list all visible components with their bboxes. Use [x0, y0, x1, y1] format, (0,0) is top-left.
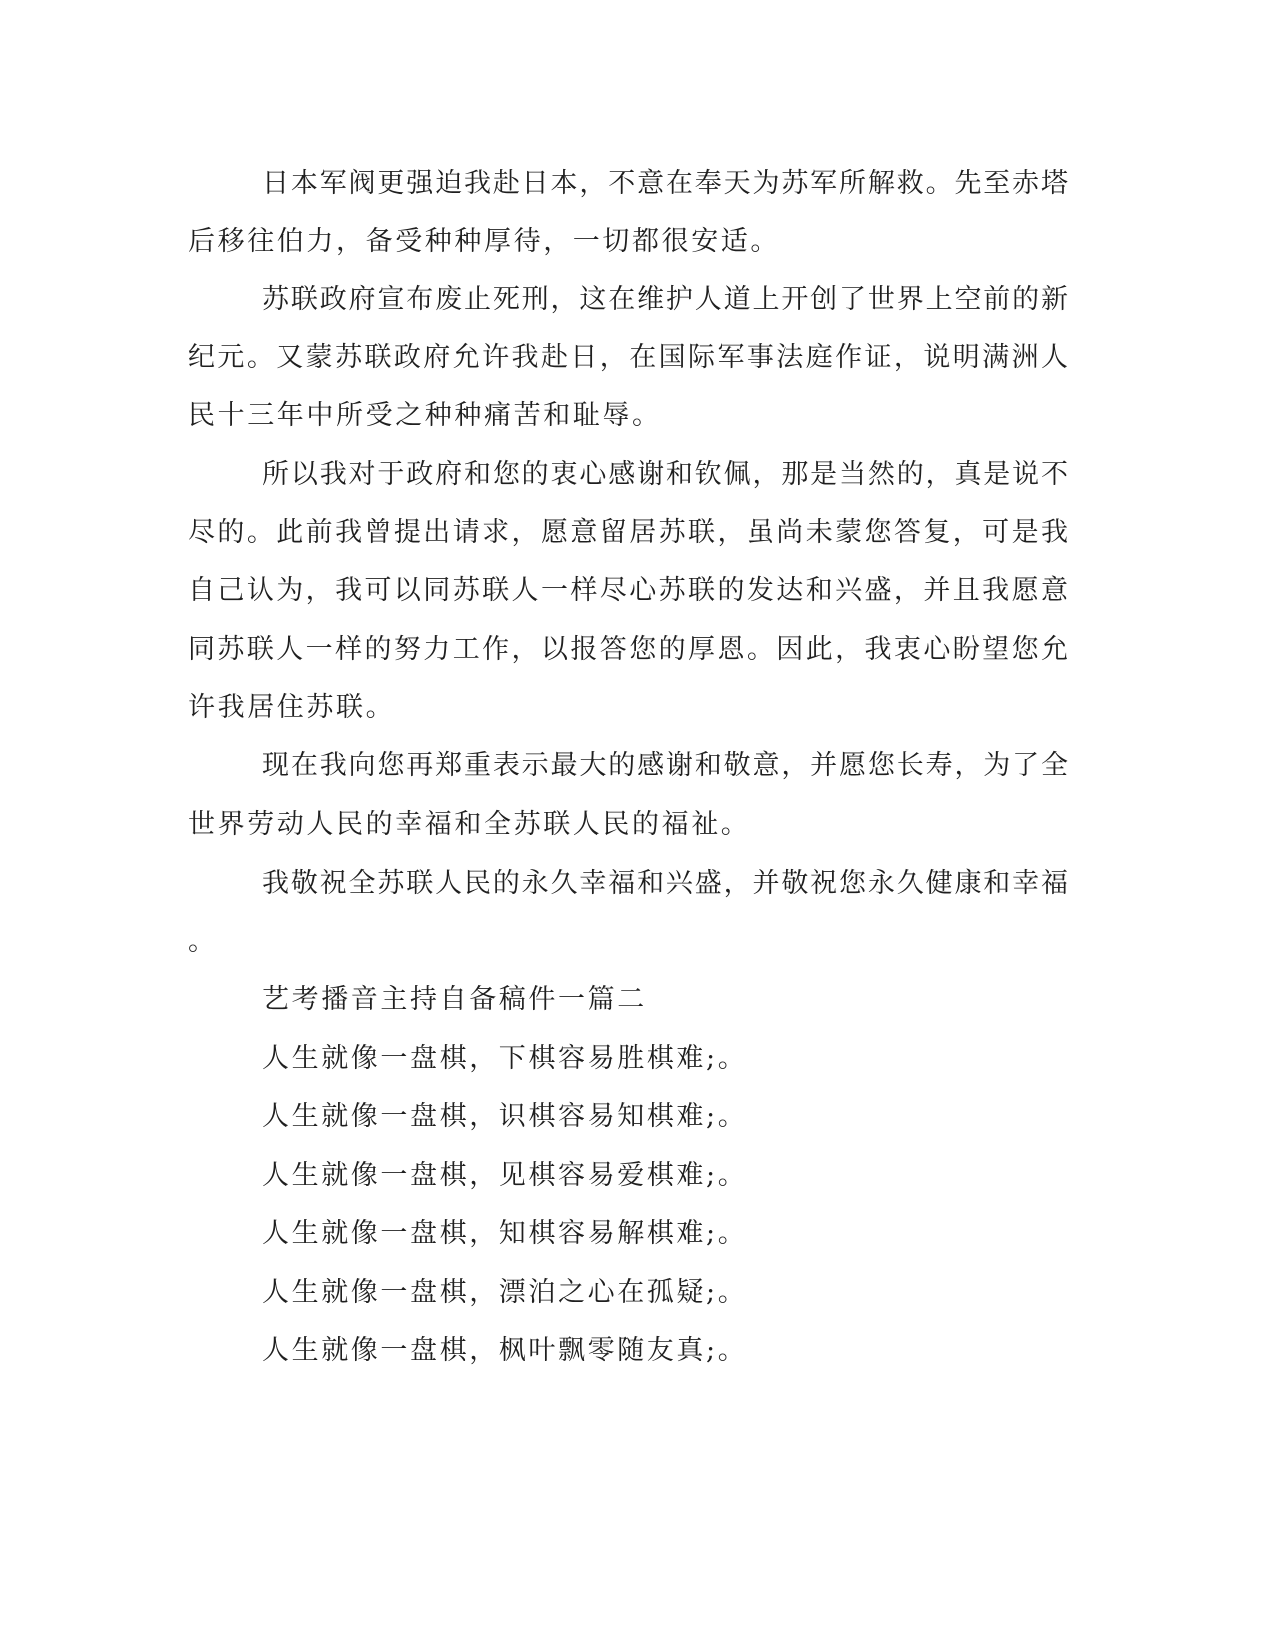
paragraph-3-line-1: 所以我对于政府和您的衷心感谢和钦佩，那是当然的，真是说不 [262, 459, 1068, 490]
paragraph-5-line-1: 我敬祝全苏联人民的永久幸福和兴盛，并敬祝您永久健康和幸福 [262, 868, 1068, 899]
paragraph-2-line-1: 苏联政府宣布废止死刑，这在维护人道上开创了世界上空前的新 [262, 284, 1068, 315]
paragraph-3-line-5: 许我居住苏联。 [188, 692, 396, 723]
verse-line-4: 人生就像一盘棋，知棋容易解棋难;。 [262, 1218, 748, 1249]
paragraph-3-line-3: 自己认为，我可以同苏联人一样尽心苏联的发达和兴盛，并且我愿意 [188, 575, 1068, 606]
paragraph-2-line-2: 纪元。又蒙苏联政府允许我赴日，在国际军事法庭作证，说明满洲人 [188, 342, 1068, 373]
paragraph-2-line-3: 民十三年中所受之种种痛苦和耻辱。 [188, 400, 662, 431]
verse-line-2: 人生就像一盘棋，识棋容易知棋难;。 [262, 1101, 748, 1132]
paragraph-3-line-2: 尽的。此前我曾提出请求，愿意留居苏联，虽尚未蒙您答复，可是我 [188, 517, 1068, 548]
verse-line-6: 人生就像一盘棋，枫叶飘零随友真;。 [262, 1335, 748, 1366]
verse-line-1: 人生就像一盘棋，下棋容易胜棋难;。 [262, 1043, 748, 1074]
verse-line-5: 人生就像一盘棋，漂泊之心在孤疑;。 [262, 1277, 748, 1308]
paragraph-1-line-2: 后移往伯力，备受种种厚待，一切都很安适。 [188, 226, 780, 257]
section-heading: 艺考播音主持自备稿件一篇二 [262, 984, 647, 1015]
verse-line-3: 人生就像一盘棋，见棋容易爱棋难;。 [262, 1160, 748, 1191]
paragraph-1-line-1: 日本军阀更强迫我赴日本，不意在奉天为苏军所解救。先至赤塔 [262, 168, 1068, 199]
paragraph-4-line-1: 现在我向您再郑重表示最大的感谢和敬意，并愿您长寿，为了全 [262, 750, 1068, 781]
paragraph-3-line-4: 同苏联人一样的努力工作，以报答您的厚恩。因此，我衷心盼望您允 [188, 634, 1068, 665]
paragraph-4-line-2: 世界劳动人民的幸福和全苏联人民的福祉。 [188, 809, 751, 840]
paragraph-5-line-2: 。 [188, 926, 219, 957]
